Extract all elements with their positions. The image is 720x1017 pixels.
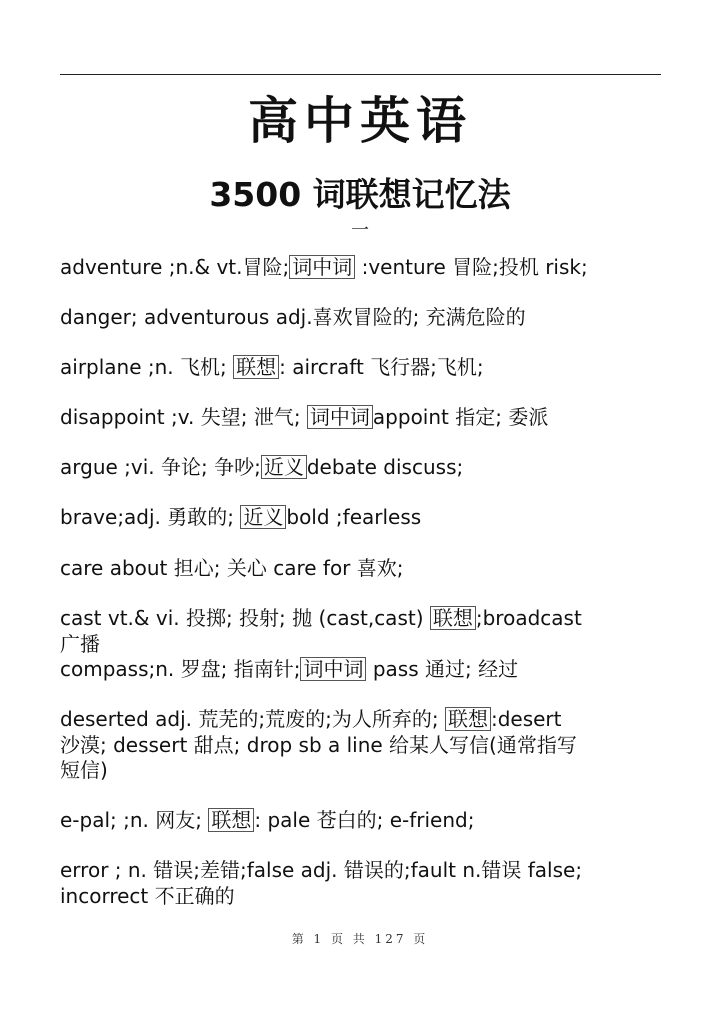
entry-text: adventure ;n.& vt.冒险; bbox=[60, 255, 290, 279]
tag-box: 词中词 bbox=[307, 405, 373, 429]
entry-text: :venture 冒险;投机 risk; bbox=[355, 255, 588, 279]
entry-text: : pale 苍白的; e-friend; bbox=[254, 808, 475, 832]
tag-box: 联想 bbox=[208, 808, 254, 832]
entry-text: compass;n. 罗盘; 指南针; bbox=[60, 657, 301, 681]
entry-text: 沙漠; dessert 甜点; drop sb a line 给某人写信(通常指写 bbox=[60, 733, 577, 757]
tag-box: 联想 bbox=[430, 606, 476, 630]
entry-text: ;broadcast bbox=[475, 606, 582, 630]
document-subtitle: 3500 词联想记忆法 bbox=[209, 175, 511, 214]
entry-line bbox=[60, 404, 680, 430]
page-footer: 第 1 页 共 127 页 bbox=[291, 932, 429, 946]
entry-text: e-pal; ;n. 网友; bbox=[60, 808, 209, 832]
entry-line bbox=[60, 757, 680, 783]
entry-line bbox=[60, 555, 680, 581]
entry-text: 短信) bbox=[60, 758, 108, 782]
tag-box: 近义 bbox=[261, 455, 307, 479]
entry-text: pass 通过; 经过 bbox=[366, 657, 519, 681]
entry-line bbox=[60, 883, 680, 909]
entry-text: brave;adj. 勇敢的; bbox=[60, 505, 241, 529]
entry-text: danger; adventurous adj.喜欢冒险的; 充满危险的 bbox=[60, 305, 526, 329]
entry-line bbox=[60, 656, 680, 682]
tag-box: 联想 bbox=[233, 355, 279, 379]
entry-text: debate discuss; bbox=[306, 455, 464, 479]
entry-text: incorrect 不正确的 bbox=[60, 884, 235, 908]
tag-box: 词中词 bbox=[300, 657, 366, 681]
entry-text: appoint 指定; 委派 bbox=[372, 405, 549, 429]
entry-text: disappoint ;v. 失望; 泄气; bbox=[60, 405, 307, 429]
entry-line bbox=[60, 857, 680, 883]
entry-line bbox=[60, 254, 680, 280]
entry-text: airplane ;n. 飞机; bbox=[60, 355, 234, 379]
entry-line bbox=[60, 504, 680, 530]
entry-line bbox=[60, 732, 680, 758]
section-number: 一 bbox=[351, 220, 369, 241]
entry-line bbox=[60, 807, 680, 833]
entry-line bbox=[60, 605, 680, 631]
document-title: 高中英语 bbox=[248, 92, 472, 150]
entry-text: 广播 bbox=[60, 632, 100, 656]
entry-line bbox=[60, 631, 680, 657]
entry-text: : aircraft 飞行器;飞机; bbox=[279, 355, 484, 379]
entry-text: bold ;fearless bbox=[286, 505, 422, 529]
entry-text: deserted adj. 荒芜的;荒废的;为人所弃的; bbox=[60, 707, 445, 731]
tag-box: 词中词 bbox=[289, 255, 355, 279]
tag-box: 近义 bbox=[240, 505, 286, 529]
header-rule bbox=[60, 74, 661, 75]
entry-line bbox=[60, 304, 680, 330]
entry-text: care about 担心; 关心 care for 喜欢; bbox=[60, 556, 404, 580]
tag-box: 联想 bbox=[445, 707, 491, 731]
entry-line bbox=[60, 706, 680, 732]
entry-line bbox=[60, 354, 680, 380]
entry-line bbox=[60, 454, 680, 480]
entry-text: argue ;vi. 争论; 争吵; bbox=[60, 455, 261, 479]
entry-text: cast vt.& vi. 投掷; 投射; 抛 (cast,cast) bbox=[60, 606, 430, 630]
entry-text: error ; n. 错误;差错;false adj. 错误的;fault n.错误 false; bbox=[60, 858, 583, 882]
entry-text: :desert bbox=[490, 707, 562, 731]
